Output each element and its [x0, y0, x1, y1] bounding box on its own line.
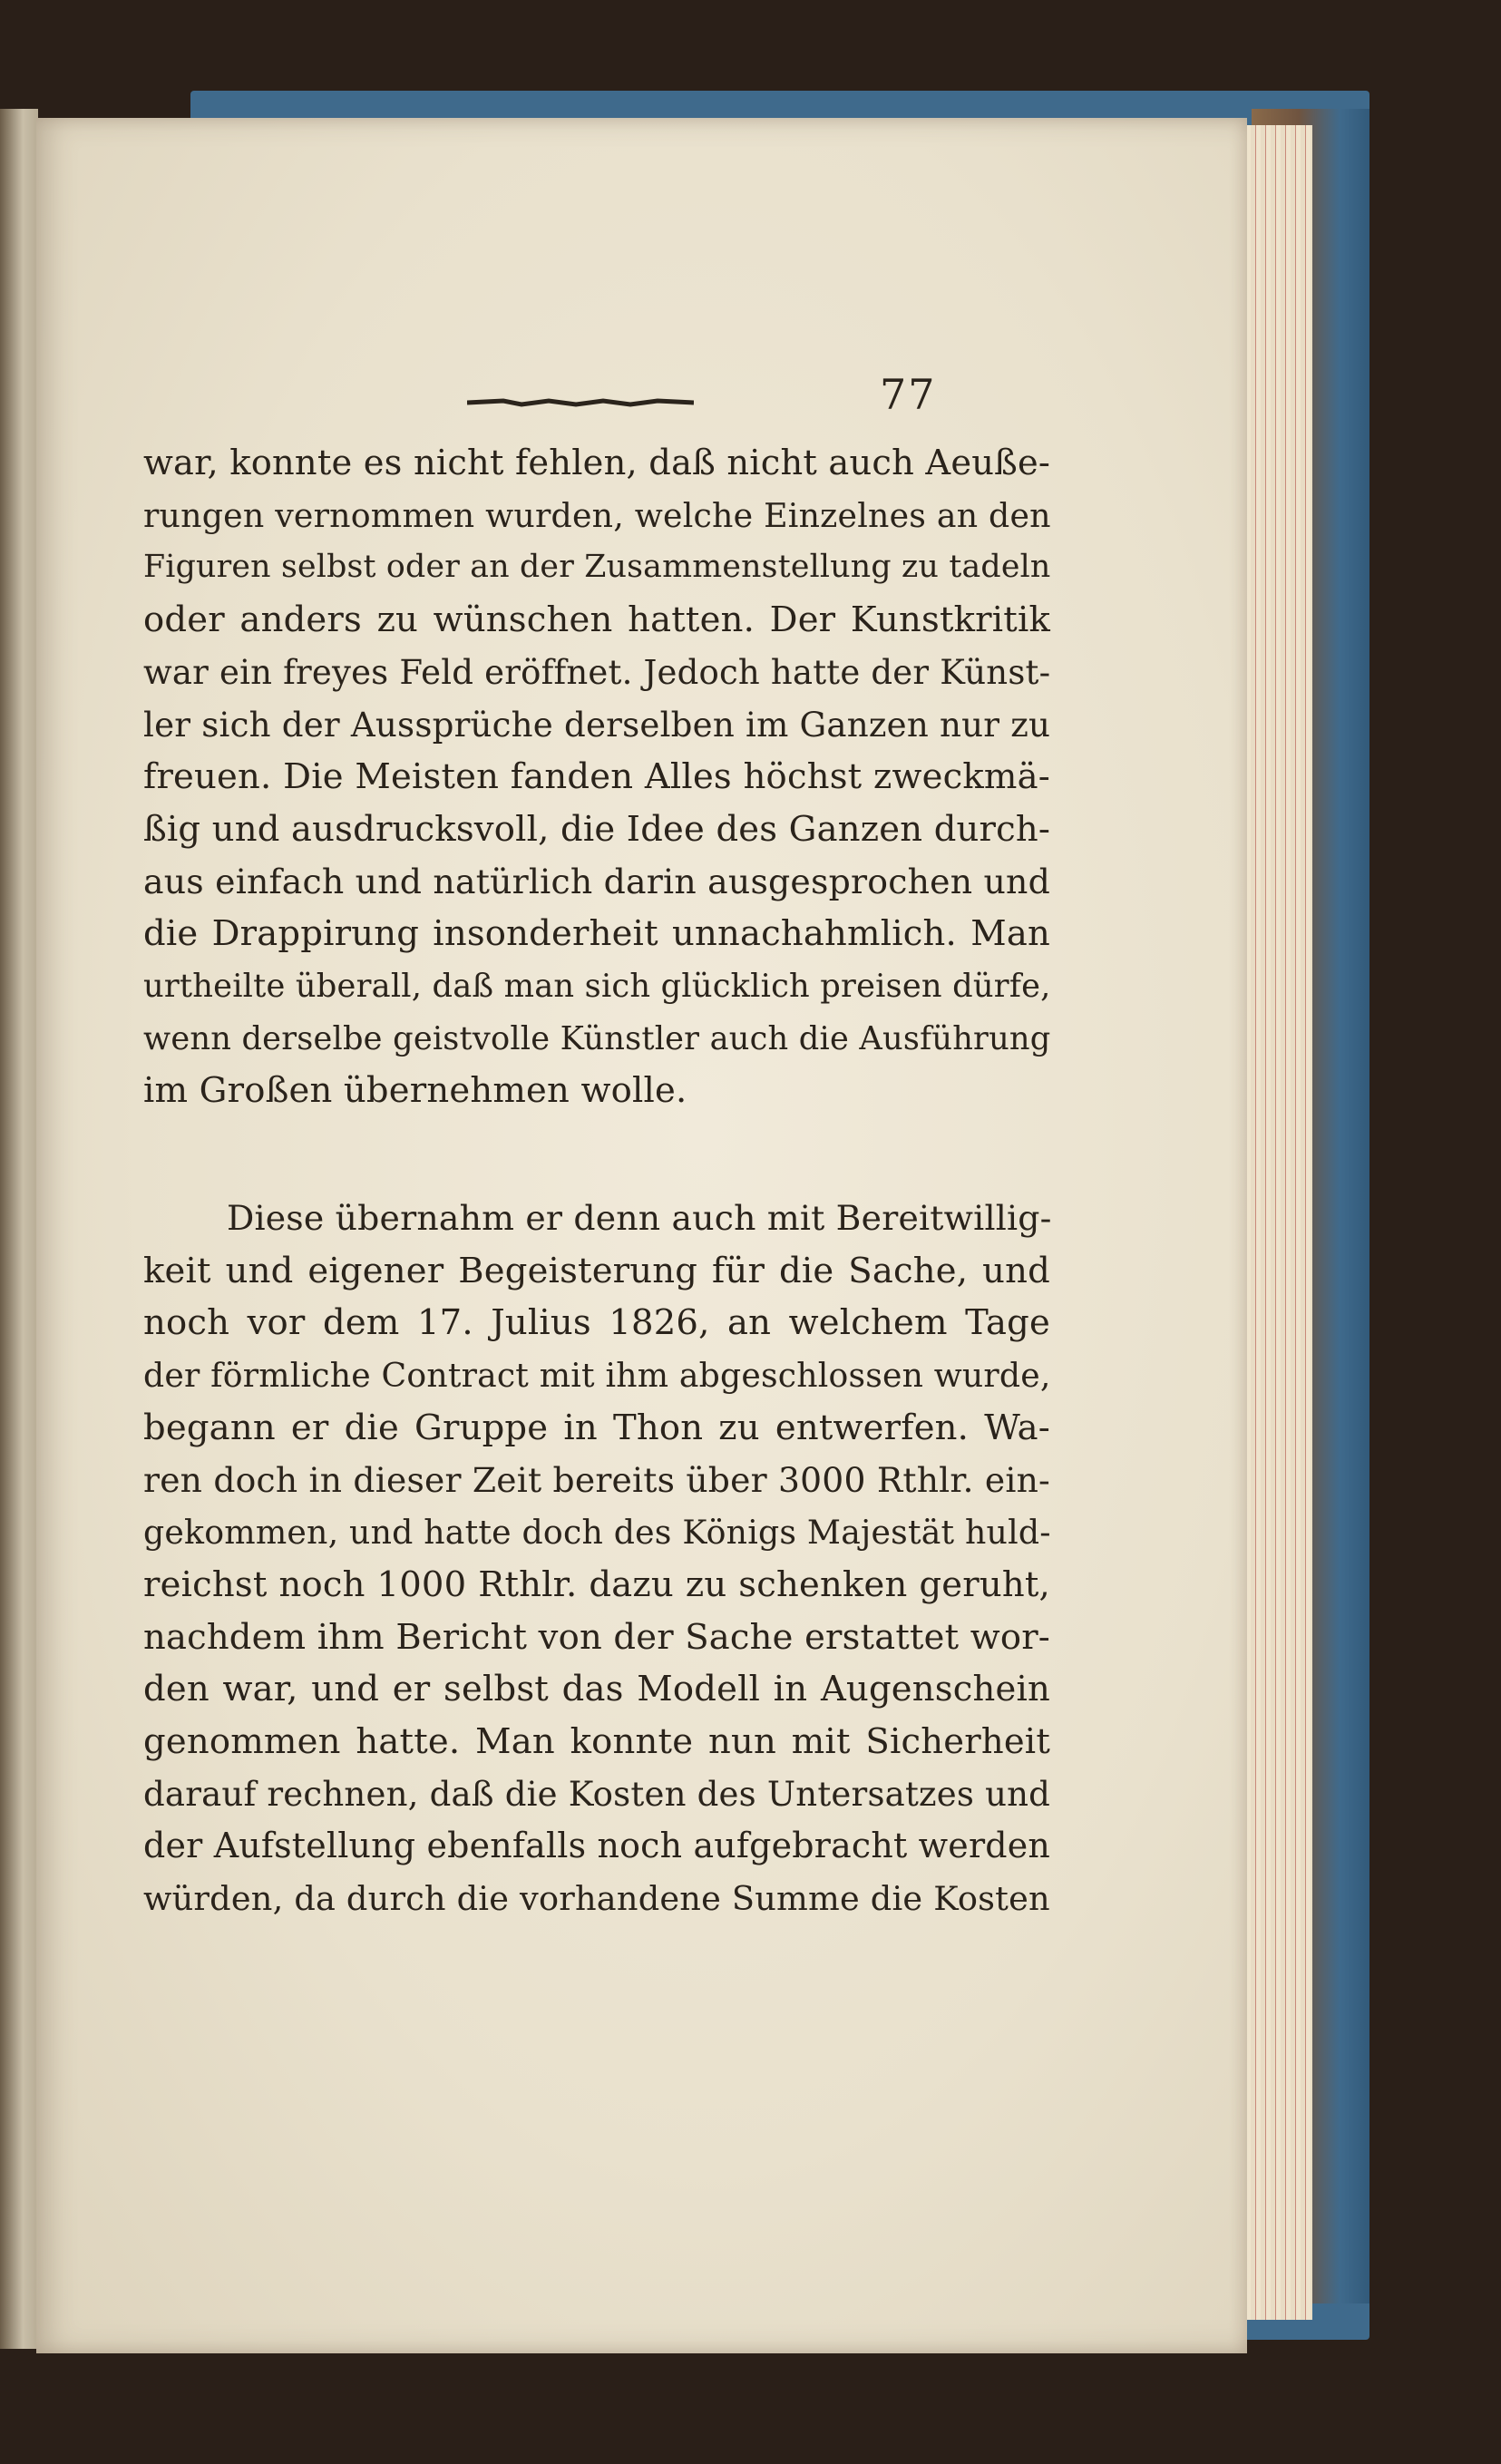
text-line: ler sich der Aussprüche derselben im Ganzen nur zu	[143, 705, 1051, 745]
text-line: würden, da durch die vorhandene Summe die Kosten	[143, 1879, 1050, 1919]
page-number: 77	[880, 370, 937, 419]
text-line: ßig und ausdrucksvoll, die Idee des Ganzen durch-	[143, 808, 1051, 850]
text-line: war, konnte es nicht fehlen, daß nicht auch Aeuße-	[143, 443, 1051, 483]
text-line: Figuren selbst oder an der Zusammenstellung zu tadeln	[143, 549, 1051, 586]
text-line: war ein freyes Feld eröffnet. Jedoch hatte der Künst-	[143, 652, 1051, 692]
text-line: nachdem ihm Bericht von der Sache erstattet wor-	[143, 1616, 1050, 1658]
text-line: aus einfach und natürlich darin ausgesprochen und	[143, 861, 1050, 901]
text-line: oder anders zu wünschen hatten. Der Kunstkritik	[143, 599, 1050, 641]
text-line: rungen vernommen wurden, welche Einzelnes an den	[143, 495, 1051, 535]
text-line: darauf rechnen, daß die Kosten des Untersatzes und	[143, 1774, 1051, 1814]
text-line: der förmliche Contract mit ihm abgeschlossen wurde,	[143, 1356, 1051, 1396]
text-line: freuen. Die Meisten fanden Alles höchst zweckmä-	[143, 756, 1050, 798]
paragraph-1	[143, 437, 1050, 1117]
text-line: genommen hatte. Man konnte nun mit Sicherheit	[143, 1721, 1050, 1763]
text-line: wenn derselbe geistvolle Künstler auch die Ausführung	[143, 1019, 1051, 1057]
text-line: der Aufstellung ebenfalls noch aufgebracht werden	[143, 1826, 1051, 1866]
text-line: gekommen, und hatte doch des Königs Majestät huld-	[143, 1513, 1051, 1553]
paragraph-2	[143, 1193, 1050, 1925]
text-line: ren doch in dieser Zeit bereits über 3000 Rthlr. ein-	[143, 1459, 1050, 1500]
text-line: Diese übernahm er denn auch mit Bereitwillig-	[227, 1198, 1052, 1238]
text-line: keit und eigener Begeisterung für die Sache, und	[143, 1250, 1050, 1291]
text-line: urtheilte überall, daß man sich glücklich preisen dürfe,	[143, 968, 1051, 1006]
page-header	[36, 370, 1247, 433]
text-line: noch vor dem 17. Julius 1826, an welchem Tage	[143, 1302, 1050, 1344]
header-ornament-icon	[467, 397, 694, 408]
text-line: begann er die Gruppe in Thon zu entwerfen. Wa-	[143, 1407, 1050, 1448]
text-line: den war, und er selbst das Modell in Augenschein	[143, 1669, 1050, 1710]
text-line: die Drappirung insonderheit unnachahmlich. Man	[143, 913, 1050, 955]
text-line: reichst noch 1000 Rthlr. dazu zu schenken geruht,	[143, 1563, 1050, 1605]
facing-page-edge	[0, 109, 38, 2349]
book-page	[36, 118, 1247, 2353]
text-line: im Großen übernehmen wolle.	[143, 1070, 687, 1112]
